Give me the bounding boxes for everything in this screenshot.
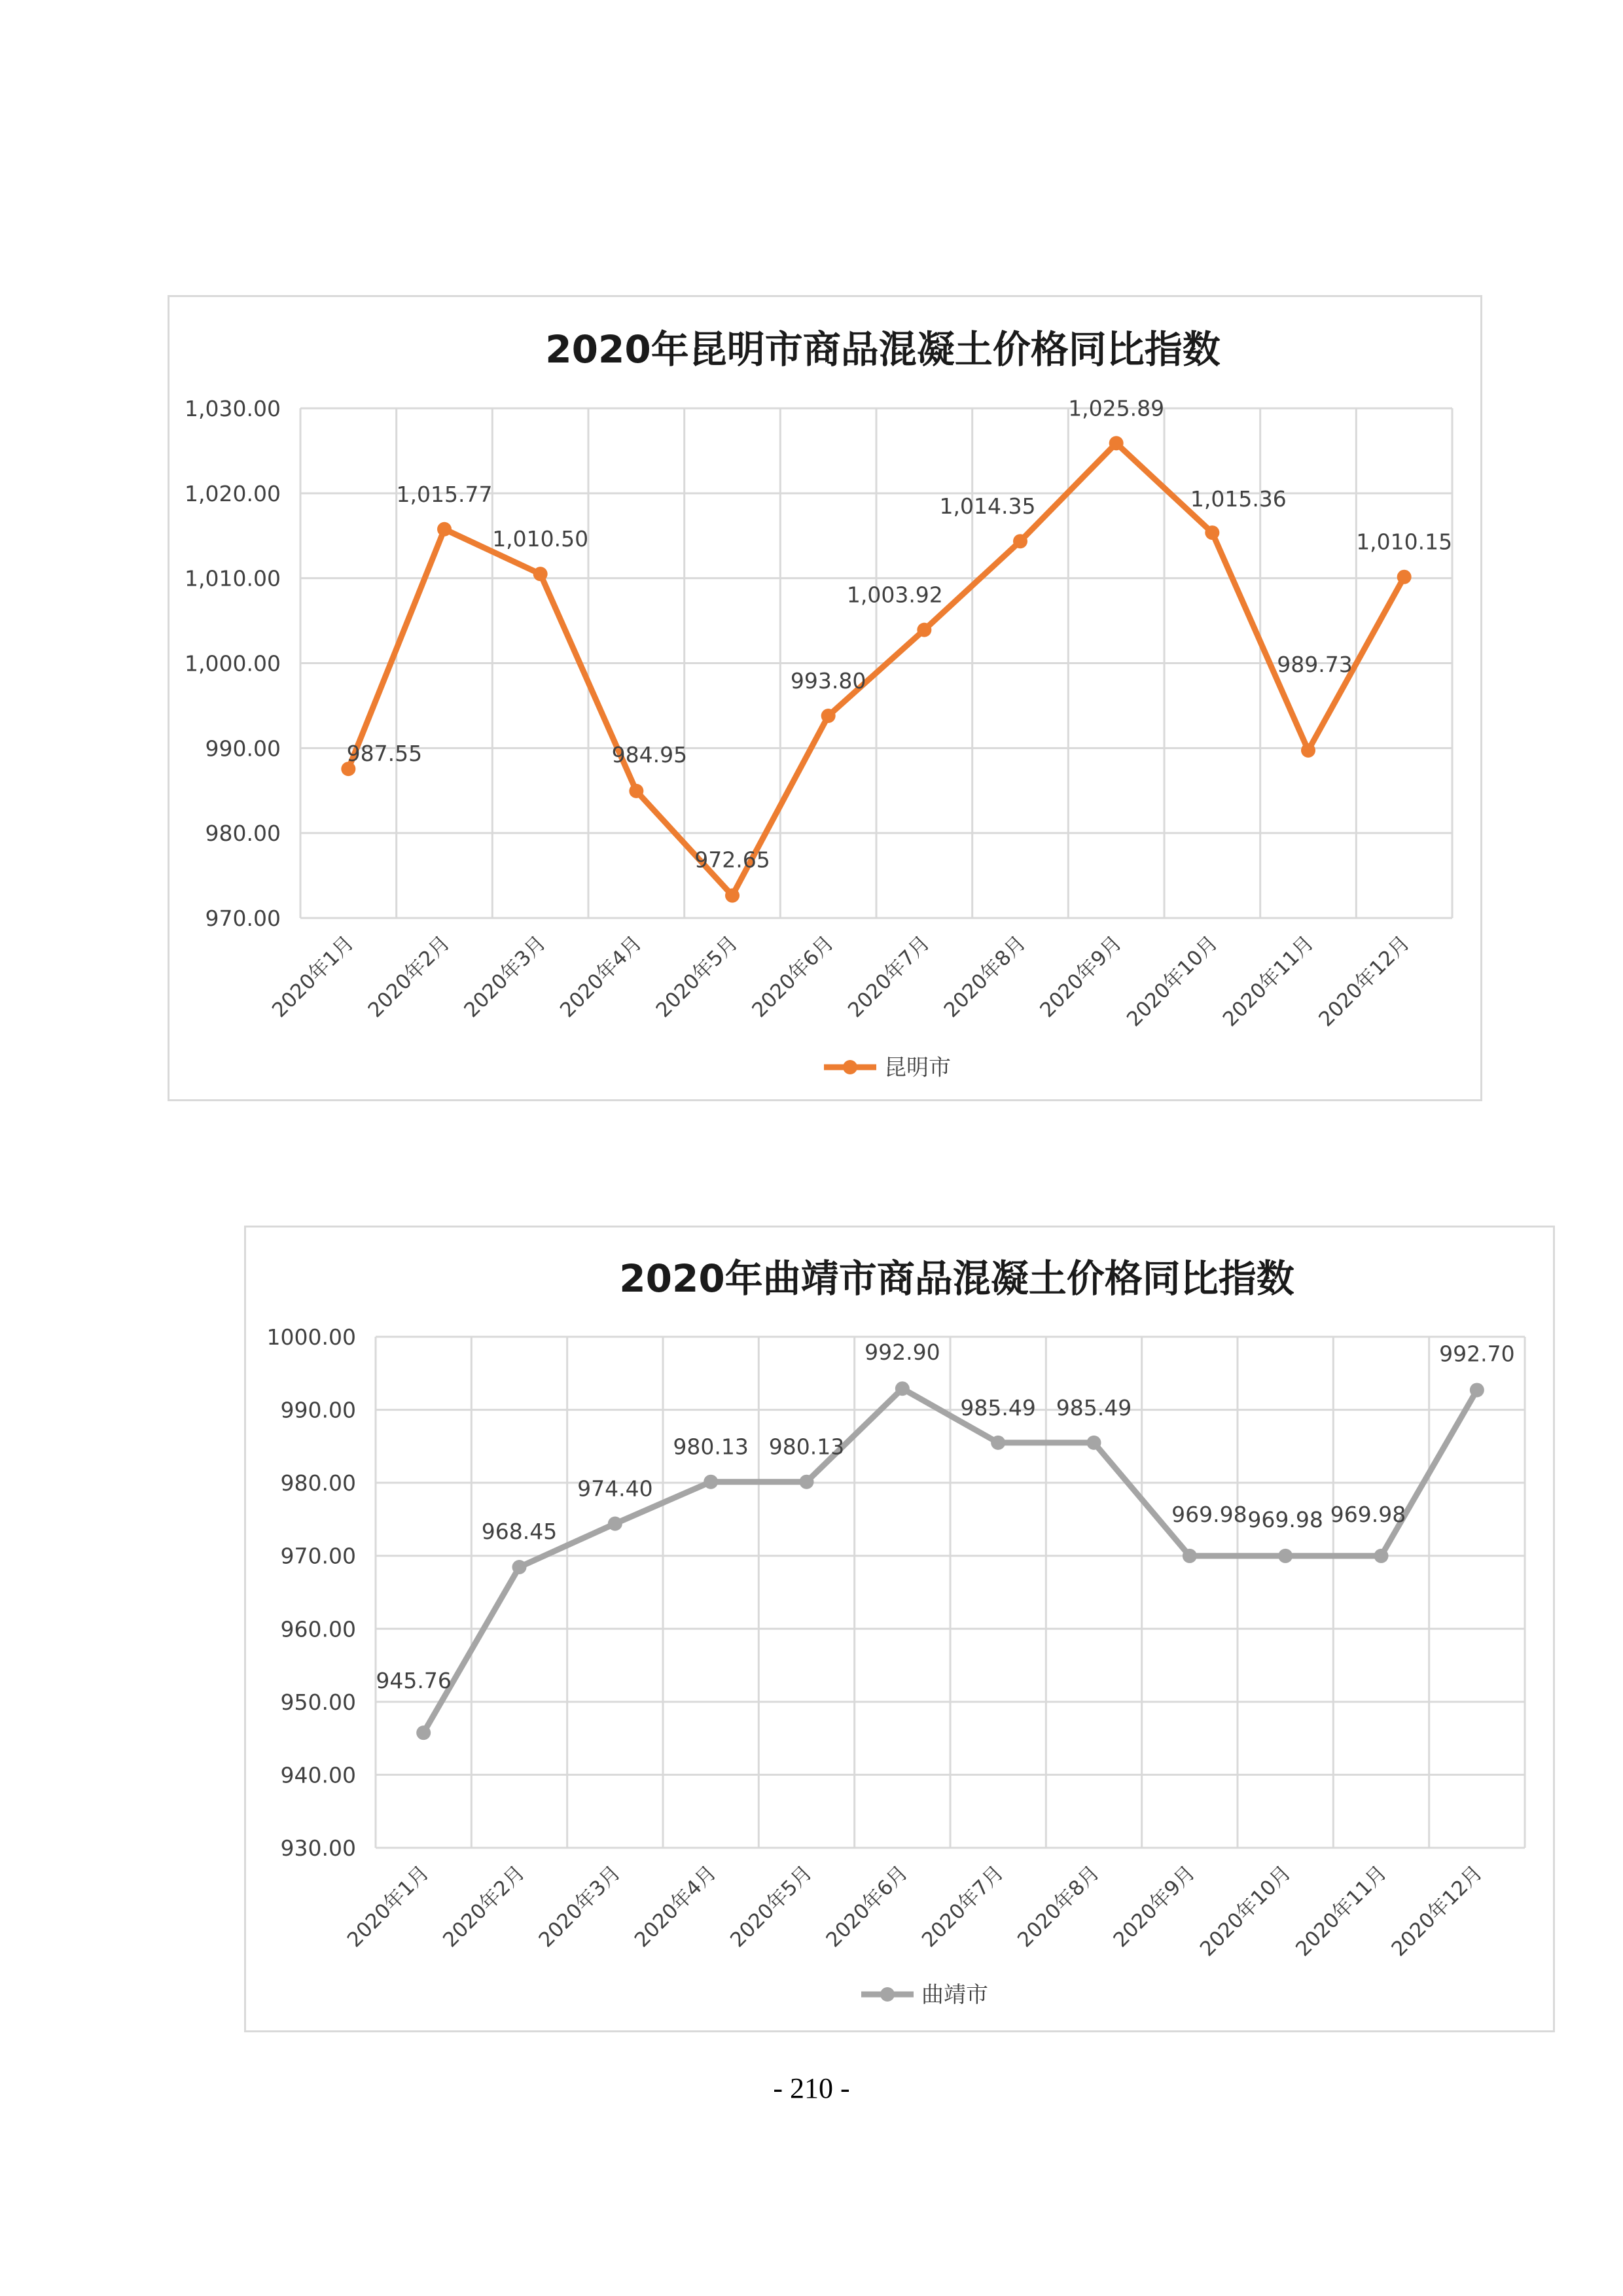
qujing-x-tick-label: 2020年1月 [342,1861,434,1952]
qujing-x-tick-label: 2020年10月 [1195,1861,1296,1962]
qujing-x-tick-label: 2020年3月 [534,1861,626,1952]
kunming-x-tick-label: 2020年10月 [1122,931,1222,1032]
kunming-data-label: 1,014.35 [939,493,1036,520]
kunming-data-label: 1,003.92 [846,582,943,608]
kunming-data-point [1397,570,1412,584]
qujing-data-label: 985.49 [960,1394,1036,1421]
qujing-data-label: 945.76 [376,1668,452,1694]
kunming-y-tick-label: 1,020.00 [185,480,281,506]
kunming-y-tick-label: 970.00 [205,906,281,931]
kunming-x-tick-label: 2020年2月 [363,931,455,1023]
qujing-data-point [1183,1549,1197,1563]
qujing-chart-title: 2020年曲靖市商品混凝土价格同比指数 [619,1256,1294,1301]
qujing-data-label: 969.98 [1171,1501,1247,1527]
qujing-chart-svg [246,1227,1557,2034]
qujing-data-label: 992.70 [1439,1341,1515,1367]
kunming-data-label: 984.95 [611,741,688,768]
kunming-x-tick-label: 2020年12月 [1314,931,1415,1032]
qujing-data-label: 969.98 [1247,1506,1323,1532]
qujing-x-tick-label: 2020年12月 [1387,1861,1488,1962]
kunming-data-point [1109,436,1124,450]
qujing-x-tick-label: 2020年9月 [1109,1861,1200,1952]
qujing-data-point [608,1517,622,1531]
qujing-legend-marker [880,1987,895,2002]
qujing-data-point [800,1475,814,1489]
qujing-y-tick-label: 980.00 [280,1470,356,1496]
qujing-y-tick-label: 960.00 [280,1616,356,1642]
kunming-y-tick-label: 1,000.00 [185,650,281,677]
kunming-legend-marker [843,1060,857,1074]
qujing-y-tick-label: 990.00 [280,1397,356,1423]
kunming-data-label: 989.73 [1277,651,1353,677]
kunming-data-point [917,623,931,637]
kunming-x-tick-label: 2020年5月 [651,931,743,1023]
qujing-y-tick-label: 950.00 [280,1689,356,1715]
kunming-x-tick-label: 2020年7月 [843,931,935,1023]
kunming-chart [168,295,1482,1101]
kunming-x-tick-label: 2020年4月 [555,931,647,1023]
kunming-data-point [629,784,643,798]
page-number: - 210 - [773,2072,850,2104]
kunming-data-point [821,709,836,723]
kunming-data-point [1301,743,1315,758]
kunming-data-label: 1,015.77 [396,481,493,507]
qujing-y-tick-label: 970.00 [280,1543,356,1569]
qujing-x-tick-label: 2020年4月 [630,1861,721,1952]
kunming-legend-label: 昆明市 [884,1055,951,1081]
kunming-x-tick-label: 2020年6月 [747,931,839,1023]
qujing-legend-label: 曲靖市 [921,1982,988,2008]
qujing-data-label: 974.40 [577,1475,653,1502]
qujing-data-point [1087,1436,1101,1450]
qujing-data-label: 992.90 [865,1339,940,1366]
qujing-chart [244,1226,1555,2032]
kunming-data-point [725,889,740,903]
kunming-data-label: 993.80 [790,667,866,694]
kunming-data-label: 1,010.50 [492,526,589,552]
kunming-y-tick-label: 1,030.00 [185,396,281,421]
kunming-x-tick-label: 2020年1月 [267,931,359,1023]
qujing-data-label: 980.13 [768,1434,845,1460]
qujing-x-tick-label: 2020年5月 [726,1861,817,1952]
kunming-x-tick-label: 2020年11月 [1218,931,1319,1032]
kunming-data-point [533,567,548,581]
qujing-data-point [895,1381,910,1396]
qujing-data-point [512,1560,527,1574]
kunming-data-label: 1,015.36 [1190,486,1287,512]
qujing-data-point [416,1725,431,1740]
qujing-data-label: 980.13 [673,1434,749,1460]
kunming-x-tick-label: 2020年8月 [939,931,1031,1023]
qujing-x-tick-label: 2020年7月 [917,1861,1008,1952]
qujing-y-tick-label: 930.00 [280,1835,356,1861]
kunming-y-tick-label: 980.00 [205,821,281,847]
kunming-data-label: 987.55 [346,741,423,767]
qujing-data-label: 969.98 [1330,1501,1406,1527]
kunming-data-label: 1,010.15 [1356,529,1453,555]
kunming-x-tick-label: 2020年9月 [1035,931,1127,1023]
kunming-chart-svg [169,297,1484,1103]
qujing-x-tick-label: 2020年6月 [821,1861,913,1952]
qujing-x-tick-label: 2020年11月 [1291,1861,1392,1962]
qujing-data-point [1374,1549,1389,1563]
kunming-data-point [1205,525,1219,540]
qujing-y-tick-label: 940.00 [280,1762,356,1788]
qujing-data-point [704,1475,718,1489]
kunming-x-tick-label: 2020年3月 [459,931,551,1023]
kunming-y-tick-label: 1,010.00 [185,565,281,592]
qujing-x-tick-label: 2020年8月 [1013,1861,1105,1952]
qujing-data-point [1470,1383,1484,1397]
qujing-data-point [1278,1549,1293,1563]
qujing-y-tick-label: 1000.00 [266,1324,356,1350]
qujing-data-label: 985.49 [1056,1394,1132,1421]
kunming-data-label: 1,025.89 [1068,395,1165,421]
kunming-y-tick-label: 990.00 [205,735,281,762]
kunming-chart-title: 2020年昆明市商品混凝土价格同比指数 [545,327,1221,372]
kunming-data-point [437,522,452,537]
qujing-x-tick-label: 2020年2月 [438,1861,530,1952]
kunming-data-label: 972.65 [694,847,770,873]
kunming-data-point [1013,534,1027,548]
qujing-data-label: 968.45 [481,1519,558,1545]
qujing-data-point [991,1436,1005,1450]
